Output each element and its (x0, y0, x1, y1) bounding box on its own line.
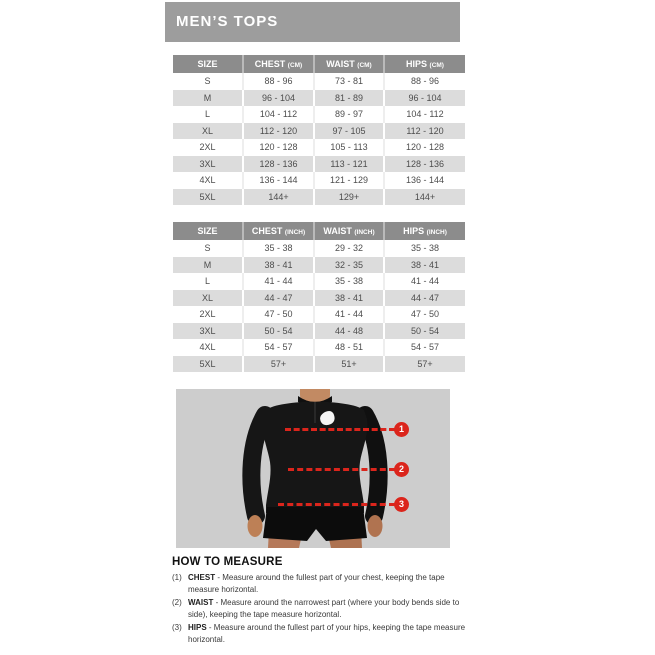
cell-waist: 89 - 97 (313, 106, 383, 123)
column-label: CHEST (254, 59, 286, 69)
cell-waist: 113 - 121 (313, 156, 383, 173)
instruction-body: - Measure around the fullest part of your chest, keeping the tape measure horizontal. (188, 573, 445, 594)
cell-waist: 97 - 105 (313, 123, 383, 140)
cell-size: M (203, 92, 212, 103)
cell-chest: 35 - 38 (242, 240, 313, 257)
table-row (173, 123, 465, 140)
instruction-number: (1) (172, 573, 182, 582)
instruction-term: HIPS (188, 623, 207, 633)
table-body (173, 240, 465, 372)
instruction-term: CHEST (188, 573, 216, 582)
column-header-size (173, 222, 242, 242)
column-label: WAIST (323, 226, 352, 236)
how-to-measure-title: HOW TO MEASURE (172, 556, 283, 568)
cell-chest: 38 - 41 (242, 257, 313, 274)
cell-size: L (204, 276, 210, 286)
column-label: CHEST (251, 226, 283, 236)
table-header-row (173, 55, 465, 73)
cell-chest: 136 - 144 (242, 172, 313, 189)
cell-chest: 41 - 44 (242, 273, 313, 290)
cell-size: 4XL (199, 342, 216, 352)
cell-size: 2XL (199, 142, 216, 152)
table-row (173, 106, 465, 123)
table-header-row (173, 222, 465, 240)
instruction-text (188, 597, 468, 620)
column-unit: (INCH) (354, 229, 375, 236)
cell-waist: 41 - 44 (313, 306, 383, 323)
cell-hips: 47 - 50 (383, 306, 465, 323)
cell-hips: 54 - 57 (383, 339, 465, 356)
table-row (173, 189, 465, 206)
cell-hips: 96 - 104 (383, 90, 465, 107)
cell-waist: 48 - 51 (313, 339, 383, 356)
waist-measure-line (288, 468, 395, 471)
table-row (173, 290, 465, 307)
cell-chest: 88 - 96 (242, 73, 313, 90)
cell-waist: 44 - 48 (313, 323, 383, 340)
cell-chest: 144+ (242, 189, 313, 206)
cell-size: XL (201, 292, 213, 303)
cell-size: L (204, 109, 210, 119)
cell-waist: 129+ (313, 189, 383, 206)
column-header-chest (242, 222, 313, 242)
cell-size: 2XL (199, 309, 216, 319)
column-header-size (173, 55, 242, 75)
table-row (173, 156, 465, 173)
column-label: HIPS (403, 226, 425, 236)
cell-chest: 96 - 104 (242, 90, 313, 107)
column-label: SIZE (197, 226, 218, 236)
column-header-hips (383, 222, 465, 242)
cell-hips: 144+ (383, 189, 465, 206)
table-body (173, 73, 465, 205)
cell-size: S (204, 76, 211, 86)
column-header-hips (383, 55, 465, 75)
cell-waist: 121 - 129 (313, 172, 383, 189)
table-row (173, 356, 465, 373)
instruction-text (188, 622, 468, 645)
cell-size: S (204, 243, 211, 253)
table-row (173, 323, 465, 340)
model-photo (176, 389, 450, 548)
table-row (173, 273, 465, 290)
how-to-measure-section (172, 556, 468, 648)
cell-chest: 47 - 50 (242, 306, 313, 323)
size-table-inch (173, 222, 465, 372)
instruction-number: (2) (172, 598, 182, 608)
table-row (173, 257, 465, 274)
column-unit: (INCH) (426, 229, 447, 236)
table-row (173, 90, 465, 107)
cell-waist: 81 - 89 (313, 90, 383, 107)
cell-size: 3XL (199, 325, 216, 336)
column-unit: (CM) (429, 62, 444, 69)
chest-measure-line (285, 428, 395, 431)
cell-chest: 50 - 54 (242, 323, 313, 340)
cell-waist: 38 - 41 (313, 290, 383, 307)
column-unit: (INCH) (284, 229, 306, 236)
table-row (173, 73, 465, 90)
column-header-chest (242, 55, 313, 75)
cell-hips: 38 - 41 (383, 257, 465, 274)
cell-waist: 73 - 81 (313, 73, 383, 90)
cell-hips: 128 - 136 (383, 156, 465, 173)
cell-hips: 35 - 38 (383, 240, 465, 257)
measure-instruction-waist (172, 597, 468, 620)
instruction-number: (3) (172, 623, 182, 633)
cell-hips: 88 - 96 (383, 73, 465, 90)
cell-waist: 105 - 113 (313, 139, 383, 156)
cell-size: M (203, 259, 212, 270)
table-row (173, 139, 465, 156)
cell-size: XL (201, 125, 213, 136)
instruction-text (188, 572, 468, 595)
table-row (173, 240, 465, 257)
table-row (173, 172, 465, 189)
cell-hips: 41 - 44 (383, 273, 465, 290)
cell-size: 3XL (199, 158, 216, 169)
cell-hips: 57+ (383, 356, 465, 373)
cell-chest: 112 - 120 (242, 123, 313, 140)
cell-chest: 57+ (242, 356, 313, 373)
hips-measure-line (278, 503, 395, 506)
column-label: SIZE (197, 59, 218, 69)
cell-waist: 51+ (313, 356, 383, 373)
measure-instruction-hips (172, 622, 468, 645)
column-label: HIPS (406, 59, 428, 69)
instruction-term: WAIST (188, 598, 214, 608)
column-header-waist (313, 222, 383, 242)
chest-marker-badge: 1 (394, 422, 409, 437)
table-row (173, 306, 465, 323)
cell-hips: 136 - 144 (383, 172, 465, 189)
column-header-waist (313, 55, 383, 75)
cell-size: 5XL (199, 191, 216, 202)
cell-hips: 50 - 54 (383, 323, 465, 340)
cell-chest: 54 - 57 (242, 339, 313, 356)
cell-waist: 35 - 38 (313, 273, 383, 290)
cell-hips: 112 - 120 (383, 123, 465, 140)
measure-instruction-chest (172, 572, 468, 595)
table-row (173, 339, 465, 356)
hips-marker-badge: 3 (394, 497, 409, 512)
cell-chest: 120 - 128 (242, 139, 313, 156)
cell-size: 5XL (199, 358, 216, 369)
page-title: MEN’S TOPS (165, 2, 460, 42)
waist-marker-badge: 2 (394, 462, 409, 477)
column-unit: (CM) (287, 62, 303, 69)
instruction-body: - Measure around the narrowest part (where your body bends side to side), keeping the tape measure horizontal. (188, 598, 460, 619)
cell-chest: 104 - 112 (242, 106, 313, 123)
cell-size: 4XL (199, 175, 216, 185)
cell-hips: 120 - 128 (383, 139, 465, 156)
size-table-cm (173, 55, 465, 205)
cell-waist: 29 - 32 (313, 240, 383, 257)
cell-hips: 44 - 47 (383, 290, 465, 307)
instruction-body: - Measure around the fullest part of your hips, keeping the tape measure horizontal. (188, 623, 466, 644)
column-label: WAIST (326, 59, 355, 69)
cell-hips: 104 - 112 (383, 106, 465, 123)
cell-chest: 44 - 47 (242, 290, 313, 307)
cell-waist: 32 - 35 (313, 257, 383, 274)
column-unit: (CM) (357, 62, 372, 69)
cell-chest: 128 - 136 (242, 156, 313, 173)
